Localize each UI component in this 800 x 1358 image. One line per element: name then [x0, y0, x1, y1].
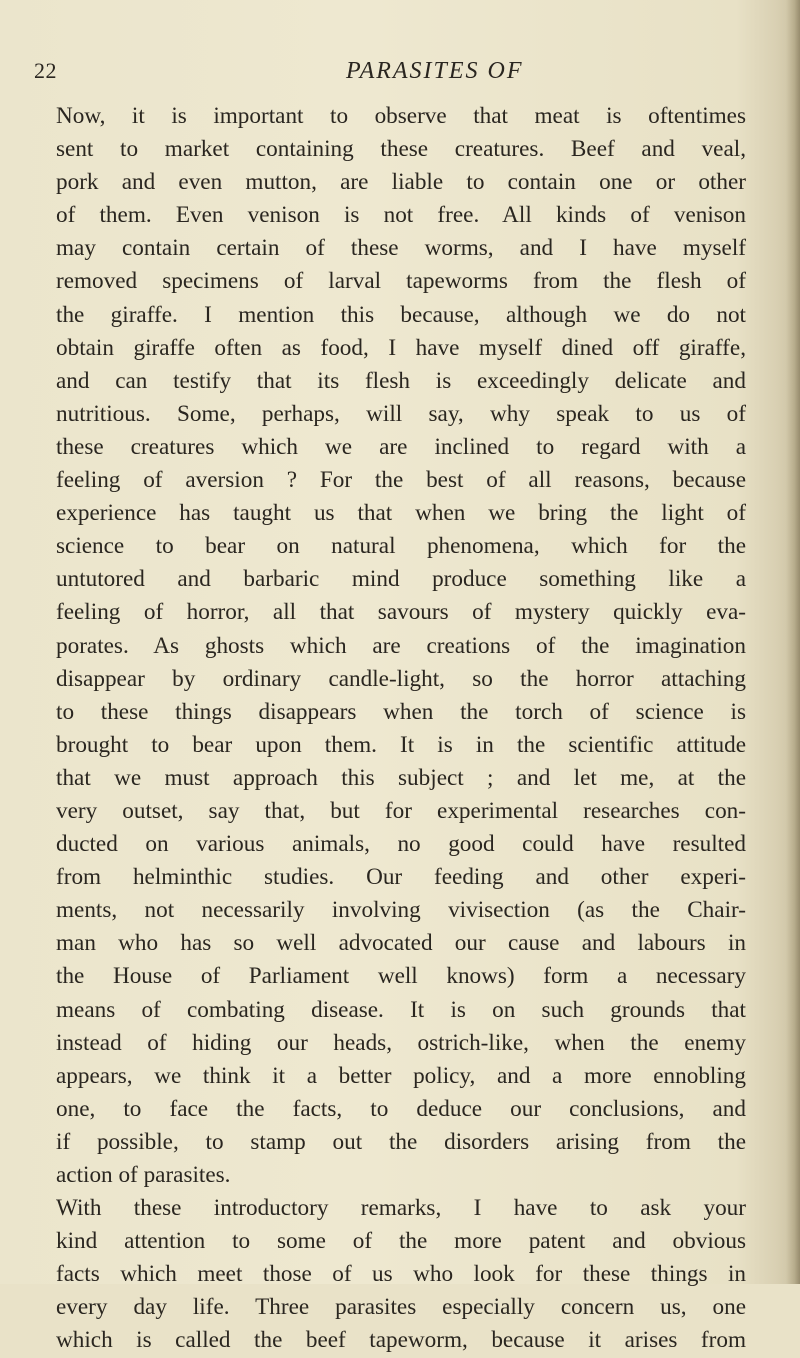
text-line: man who has so well advocated our cause and labours in [56, 930, 746, 957]
text-line: means of combating disease. It is on such grounds that [56, 996, 746, 1023]
text-line: brought to bear upon them. It is in the scientific attitude [56, 731, 746, 758]
text-line: porates. As ghosts which are creations of the imagination [56, 632, 746, 659]
text-line-paragraph-end: action of parasites. [56, 1162, 231, 1188]
text-line: ments, not necessarily involving vivisection (as the Chair- [56, 897, 746, 924]
text-line: instead of hiding our heads, ostrich-like, when the enemy [56, 1029, 746, 1056]
text-line: if possible, to stamp out the disorders arising from the [56, 1128, 746, 1155]
text-line: removed specimens of larval tapeworms from the flesh of [56, 268, 746, 295]
text-line: that we must approach this subject ; and let me, at the [56, 764, 746, 791]
text-line: facts which meet those of us who look for these things in [56, 1261, 746, 1288]
text-line: ducted on various animals, no good could have resulted [56, 831, 746, 858]
body-text [56, 100, 746, 1358]
text-line: feeling of aversion ? For the best of all reasons, because [56, 467, 746, 494]
text-line: obtain giraffe often as food, I have myself dined off giraffe, [56, 334, 746, 361]
text-line: one, to face the facts, to deduce our conclusions, and [56, 1095, 746, 1122]
text-line: experience has taught us that when we bring the light of [56, 500, 746, 527]
text-line-paragraph-start: With these introductory remarks, I have to ask your [56, 1195, 746, 1222]
text-line: disappear by ordinary candle-light, so the horror attaching [56, 665, 746, 692]
text-line: appears, we think it a better policy, and a more ennobling [56, 1062, 746, 1089]
page-number: 22 [34, 58, 57, 83]
text-line: and can testify that its flesh is exceedingly delicate and [56, 367, 746, 394]
text-line: science to bear on natural phenomena, which for the [56, 533, 746, 560]
text-line: the House of Parliament well knows) form a necessary [56, 963, 746, 990]
text-line: pork and even mutton, are liable to contain one or other [56, 169, 746, 196]
text-line: to these things disappears when the torch of science is [56, 698, 746, 725]
text-line: Now, it is important to observe that meat is oftentimes [56, 103, 746, 129]
text-line: nutritious. Some, perhaps, will say, why speak to us of [56, 400, 746, 427]
text-line: sent to market containing these creatures. Beef and veal, [56, 136, 746, 163]
text-line: the giraffe. I mention this because, although we do not [56, 301, 746, 328]
page-edge-shadow [786, 0, 800, 1284]
running-head: PARASITES OF [346, 58, 524, 84]
text-line: untutored and barbaric mind produce something like a [56, 566, 746, 593]
text-line: from helminthic studies. Our feeding and other experi- [56, 864, 746, 891]
text-line: every day life. Three parasites especially concern us, one [56, 1294, 746, 1321]
text-line: of them. Even venison is not free. All kinds of venison [56, 202, 746, 229]
text-line: feeling of horror, all that savours of mystery quickly eva- [56, 599, 746, 626]
page-header [0, 58, 800, 90]
text-line: which is called the beef tapeworm, because it arises from [56, 1327, 746, 1354]
text-line: may contain certain of these worms, and I have myself [56, 235, 746, 262]
text-line: very outset, say that, but for experimental researches con- [56, 797, 746, 824]
text-line: these creatures which we are inclined to regard with a [56, 433, 746, 460]
text-line: kind attention to some of the more patent and obvious [56, 1228, 746, 1255]
